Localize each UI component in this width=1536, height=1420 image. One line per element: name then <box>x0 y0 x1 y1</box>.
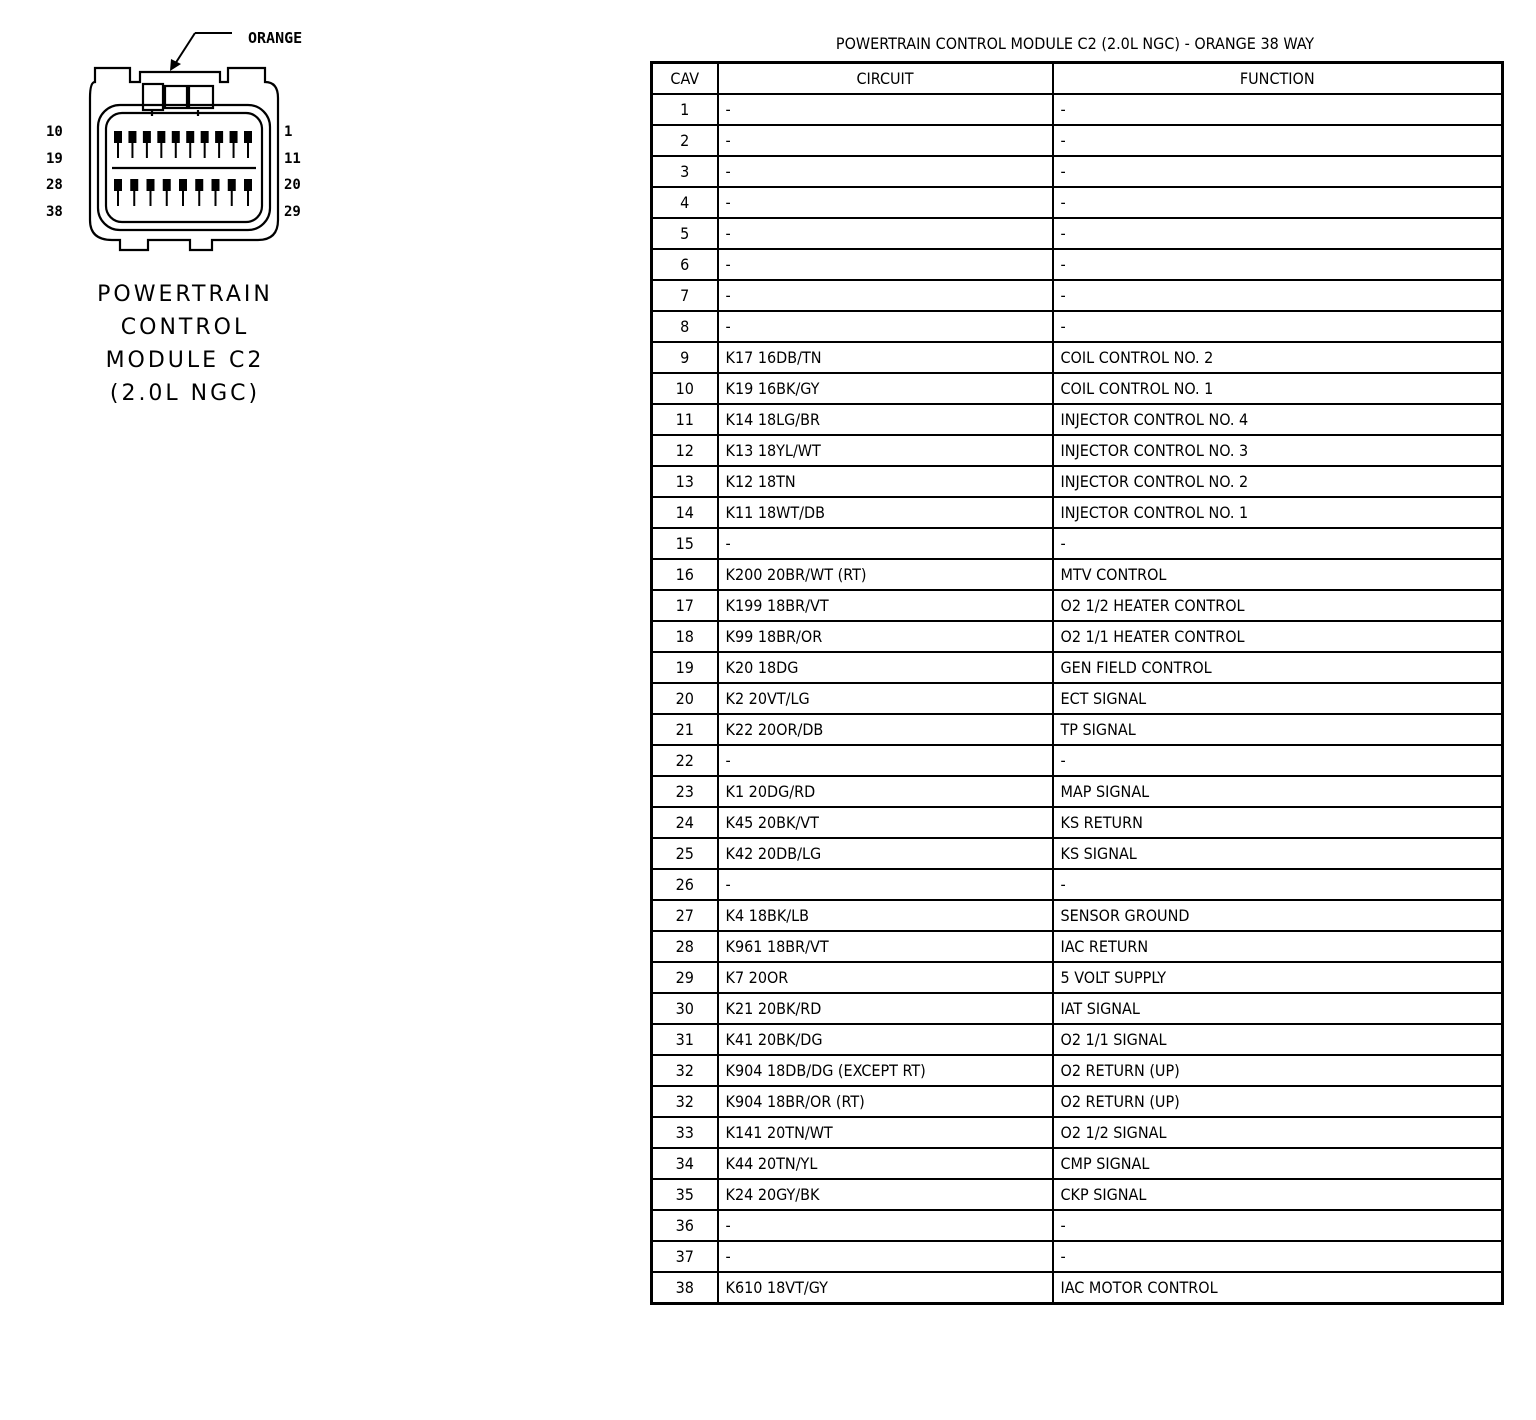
circuit-cell: K200 20BR/WT (RT) <box>718 559 1053 590</box>
pin-label-10: 10 <box>46 124 63 140</box>
table-row <box>652 342 1503 373</box>
circuit-cell: K44 20TN/YL <box>718 1148 1053 1179</box>
circuit-cell: K904 18BR/OR (RT) <box>718 1086 1053 1117</box>
cav-cell: 28 <box>652 931 718 962</box>
circuit-cell: K22 20OR/DB <box>718 714 1053 745</box>
function-cell: COIL CONTROL NO. 1 <box>1053 373 1503 404</box>
function-cell: TP SIGNAL <box>1053 714 1503 745</box>
cav-cell: 5 <box>652 218 718 249</box>
function-cell: ECT SIGNAL <box>1053 683 1503 714</box>
cav-cell: 9 <box>652 342 718 373</box>
table-row <box>652 1241 1503 1272</box>
function-cell: - <box>1053 1241 1503 1272</box>
table-row <box>652 528 1503 559</box>
function-cell: INJECTOR CONTROL NO. 1 <box>1053 497 1503 528</box>
table-body <box>652 94 1503 1304</box>
connector-pin <box>196 180 202 190</box>
function-cell: KS RETURN <box>1053 807 1503 838</box>
connector-pin <box>245 180 251 190</box>
connector-pin <box>144 132 150 142</box>
table-row <box>652 962 1503 993</box>
function-cell: - <box>1053 94 1503 125</box>
connector-pin <box>180 180 186 190</box>
function-cell: - <box>1053 1210 1503 1241</box>
circuit-cell: K610 18VT/GY <box>718 1272 1053 1304</box>
table-row <box>652 94 1503 125</box>
connector-pin <box>173 132 179 142</box>
function-cell: MTV CONTROL <box>1053 559 1503 590</box>
table-row <box>652 1117 1503 1148</box>
circuit-cell: K42 20DB/LG <box>718 838 1053 869</box>
table-row <box>652 745 1503 776</box>
function-cell: - <box>1053 528 1503 559</box>
cav-cell: 10 <box>652 373 718 404</box>
circuit-cell: - <box>718 745 1053 776</box>
circuit-cell: - <box>718 218 1053 249</box>
connector-caption-line: CONTROL <box>120 315 250 340</box>
cav-cell: 24 <box>652 807 718 838</box>
connector-pin <box>148 180 154 190</box>
circuit-cell: K199 18BR/VT <box>718 590 1053 621</box>
table-row <box>652 931 1503 962</box>
cav-cell: 15 <box>652 528 718 559</box>
circuit-cell: K17 16DB/TN <box>718 342 1053 373</box>
table-row <box>652 621 1503 652</box>
circuit-cell: K904 18DB/DG (EXCEPT RT) <box>718 1055 1053 1086</box>
function-cell: 5 VOLT SUPPLY <box>1053 962 1503 993</box>
table-row <box>652 373 1503 404</box>
function-cell: - <box>1053 280 1503 311</box>
circuit-cell: K21 20BK/RD <box>718 993 1053 1024</box>
connector-caption <box>70 278 300 410</box>
table-row <box>652 590 1503 621</box>
cav-cell: 34 <box>652 1148 718 1179</box>
table-row <box>652 249 1503 280</box>
cav-cell: 25 <box>652 838 718 869</box>
function-cell: O2 1/1 SIGNAL <box>1053 1024 1503 1055</box>
cav-cell: 20 <box>652 683 718 714</box>
table-row <box>652 900 1503 931</box>
cav-cell: 27 <box>652 900 718 931</box>
header-cav: CAV <box>652 63 718 95</box>
table-row <box>652 404 1503 435</box>
circuit-cell: K7 20OR <box>718 962 1053 993</box>
cav-cell: 17 <box>652 590 718 621</box>
cav-cell: 6 <box>652 249 718 280</box>
cav-cell: 18 <box>652 621 718 652</box>
table-title: POWERTRAIN CONTROL MODULE C2 (2.0L NGC) - ORANGE 38 WAY <box>835 34 1315 53</box>
connector-pin <box>229 180 235 190</box>
table-row <box>652 1086 1503 1117</box>
circuit-cell: K19 16BK/GY <box>718 373 1053 404</box>
cav-cell: 8 <box>652 311 718 342</box>
pin-label-11: 11 <box>284 151 301 167</box>
connector-diagram <box>40 20 340 270</box>
cav-cell: 16 <box>652 559 718 590</box>
header-function: FUNCTION <box>1053 63 1503 95</box>
circuit-cell: K13 18YL/WT <box>718 435 1053 466</box>
function-cell: - <box>1053 745 1503 776</box>
table-row <box>652 807 1503 838</box>
orange-callout <box>170 29 302 71</box>
pin-numbers-right <box>284 124 301 220</box>
circuit-cell: K141 20TN/WT <box>718 1117 1053 1148</box>
cav-cell: 32 <box>652 1055 718 1086</box>
table-row <box>652 435 1503 466</box>
circuit-cell: K12 18TN <box>718 466 1053 497</box>
function-cell: IAT SIGNAL <box>1053 993 1503 1024</box>
cav-cell: 7 <box>652 280 718 311</box>
circuit-cell: K14 18LG/BR <box>718 404 1053 435</box>
circuit-cell: K4 18BK/LB <box>718 900 1053 931</box>
table-row <box>652 1179 1503 1210</box>
circuit-cell: K45 20BK/VT <box>718 807 1053 838</box>
cav-cell: 21 <box>652 714 718 745</box>
cav-cell: 2 <box>652 125 718 156</box>
table-row <box>652 1024 1503 1055</box>
cav-cell: 12 <box>652 435 718 466</box>
cav-cell: 31 <box>652 1024 718 1055</box>
circuit-cell: K41 20BK/DG <box>718 1024 1053 1055</box>
function-cell: - <box>1053 125 1503 156</box>
function-cell: - <box>1053 187 1503 218</box>
function-cell: IAC MOTOR CONTROL <box>1053 1272 1503 1304</box>
table-row <box>652 714 1503 745</box>
header-circuit: CIRCUIT <box>718 63 1053 95</box>
cav-cell: 37 <box>652 1241 718 1272</box>
circuit-cell: - <box>718 1241 1053 1272</box>
function-cell: - <box>1053 218 1503 249</box>
connector-pin <box>245 132 251 142</box>
cav-cell: 32 <box>652 1086 718 1117</box>
table-row <box>652 1148 1503 1179</box>
circuit-cell: K24 20GY/BK <box>718 1179 1053 1210</box>
connector-caption-line: MODULE C2 <box>105 348 265 373</box>
cav-cell: 30 <box>652 993 718 1024</box>
cav-cell: 33 <box>652 1117 718 1148</box>
function-cell: KS SIGNAL <box>1053 838 1503 869</box>
table-header-row <box>652 63 1503 95</box>
function-cell: CKP SIGNAL <box>1053 1179 1503 1210</box>
pinout-table <box>650 61 1504 1305</box>
circuit-cell: - <box>718 156 1053 187</box>
cav-cell: 3 <box>652 156 718 187</box>
circuit-cell: K11 18WT/DB <box>718 497 1053 528</box>
function-cell: INJECTOR CONTROL NO. 4 <box>1053 404 1503 435</box>
cav-cell: 19 <box>652 652 718 683</box>
cav-cell: 22 <box>652 745 718 776</box>
table-row <box>652 776 1503 807</box>
connector-pin <box>216 132 222 142</box>
table-row <box>652 497 1503 528</box>
circuit-cell: - <box>718 528 1053 559</box>
table-row <box>652 125 1503 156</box>
cav-cell: 38 <box>652 1272 718 1304</box>
connector-pin <box>202 132 208 142</box>
function-cell: SENSOR GROUND <box>1053 900 1503 931</box>
connector-pin <box>129 132 135 142</box>
circuit-cell: K2 20VT/LG <box>718 683 1053 714</box>
connector-pin <box>131 180 137 190</box>
circuit-cell: - <box>718 280 1053 311</box>
function-cell: O2 1/2 HEATER CONTROL <box>1053 590 1503 621</box>
table-row <box>652 838 1503 869</box>
table-row <box>652 218 1503 249</box>
circuit-cell: K961 18BR/VT <box>718 931 1053 962</box>
function-cell: O2 1/2 SIGNAL <box>1053 1117 1503 1148</box>
function-cell: O2 RETURN (UP) <box>1053 1086 1503 1117</box>
connector-pin <box>231 132 237 142</box>
function-cell: O2 RETURN (UP) <box>1053 1055 1503 1086</box>
cav-cell: 36 <box>652 1210 718 1241</box>
function-cell: MAP SIGNAL <box>1053 776 1503 807</box>
cav-cell: 11 <box>652 404 718 435</box>
circuit-cell: - <box>718 187 1053 218</box>
cav-cell: 13 <box>652 466 718 497</box>
pin-numbers-left <box>46 124 63 220</box>
function-cell: IAC RETURN <box>1053 931 1503 962</box>
table-row <box>652 1210 1503 1241</box>
function-cell: COIL CONTROL NO. 2 <box>1053 342 1503 373</box>
connector-caption-line: (2.0L NGC) <box>109 381 261 406</box>
function-cell: - <box>1053 311 1503 342</box>
circuit-cell: K99 18BR/OR <box>718 621 1053 652</box>
pin-label-38: 38 <box>46 204 63 220</box>
circuit-cell: - <box>718 869 1053 900</box>
function-cell: GEN FIELD CONTROL <box>1053 652 1503 683</box>
cav-cell: 23 <box>652 776 718 807</box>
pin-label-19: 19 <box>46 151 63 167</box>
cav-cell: 29 <box>652 962 718 993</box>
function-cell: - <box>1053 156 1503 187</box>
circuit-cell: - <box>718 94 1053 125</box>
table-row <box>652 993 1503 1024</box>
table-row <box>652 869 1503 900</box>
pin-label-29: 29 <box>284 204 301 220</box>
table-row <box>652 187 1503 218</box>
connector-color-label: ORANGE <box>248 29 303 47</box>
table-row <box>652 652 1503 683</box>
table-row <box>652 1055 1503 1086</box>
function-cell: O2 1/1 HEATER CONTROL <box>1053 621 1503 652</box>
cav-cell: 35 <box>652 1179 718 1210</box>
table-row <box>652 311 1503 342</box>
pin-label-28: 28 <box>46 177 63 193</box>
circuit-cell: - <box>718 125 1053 156</box>
table-row <box>652 559 1503 590</box>
connector-caption-line: POWERTRAIN <box>97 282 273 307</box>
connector-pin <box>187 132 193 142</box>
function-cell: CMP SIGNAL <box>1053 1148 1503 1179</box>
connector-pin <box>158 132 164 142</box>
function-cell: INJECTOR CONTROL NO. 2 <box>1053 466 1503 497</box>
connector-pin <box>115 180 121 190</box>
function-cell: - <box>1053 249 1503 280</box>
table-row <box>652 683 1503 714</box>
circuit-cell: K20 18DG <box>718 652 1053 683</box>
cav-cell: 14 <box>652 497 718 528</box>
cav-cell: 1 <box>652 94 718 125</box>
circuit-cell: K1 20DG/RD <box>718 776 1053 807</box>
table-row <box>652 156 1503 187</box>
function-cell: - <box>1053 869 1503 900</box>
connector-pin <box>164 180 170 190</box>
table-row <box>652 1272 1503 1304</box>
circuit-cell: - <box>718 249 1053 280</box>
table-row <box>652 280 1503 311</box>
cav-cell: 4 <box>652 187 718 218</box>
circuit-cell: - <box>718 311 1053 342</box>
cav-cell: 26 <box>652 869 718 900</box>
function-cell: INJECTOR CONTROL NO. 3 <box>1053 435 1503 466</box>
table-row <box>652 466 1503 497</box>
pin-label-1: 1 <box>284 124 293 140</box>
circuit-cell: - <box>718 1210 1053 1241</box>
connector-pin <box>115 132 121 142</box>
connector-pin <box>213 180 219 190</box>
pin-label-20: 20 <box>284 177 301 193</box>
